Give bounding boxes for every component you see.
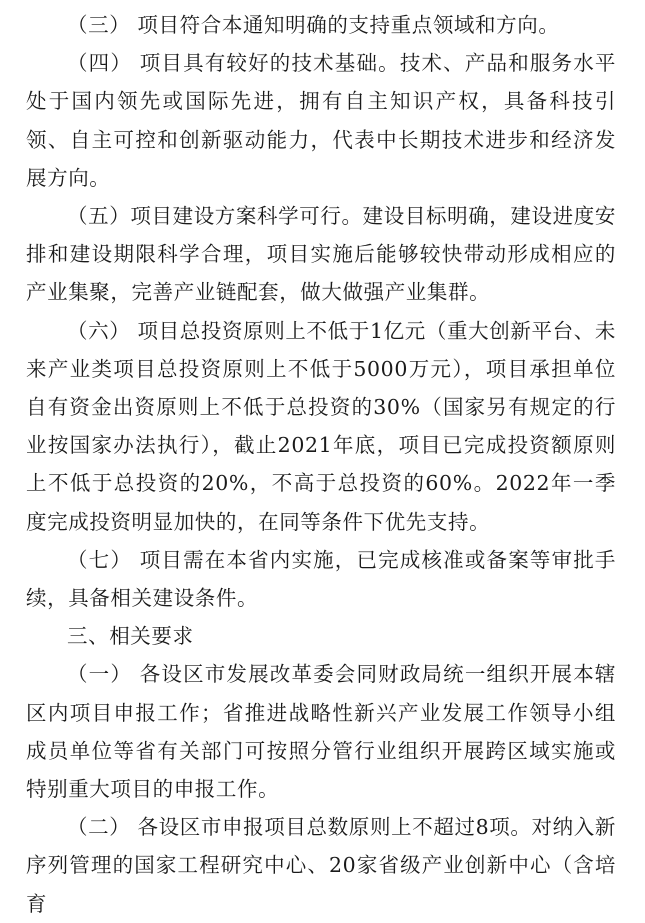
paragraph-requirement-1: （一） 各设区市发展改革委会同财政局统一组织开展本辖区内项目申报工作；省推进战略性新兴产业发展工作领导小组成员单位等省有关部门可按照分管行业组织开展跨区域实施或特别重大项目的申报工作。: [26, 662, 616, 802]
paragraph-item-7: （七） 项目需在本省内实施，已完成核准或备案等审批手续，具备相关建设条件。: [26, 547, 616, 611]
paragraph-item-4: （四） 项目具有较好的技术基础。技术、产品和服务水平处于国内领先或国际先进，拥有自主知识产权，具备科技引领、自主可控和创新驱动能力，代表中长期技术进步和经济发展方向。: [26, 51, 616, 190]
paragraph-item-6: （六） 项目总投资原则上不低于1亿元（重大创新平台、未来产业类项目总投资原则上不低于5000万元），项目承担单位自有资金出资原则上不低于总投资的30%（国家另有规定的行业按国家办法执行），截止2021年底，项目已完成投资额原则上不低于总投资的20%，不高于总投资的60%。2022年一季度完成投资明显加快的，在同等条件下优先支持。: [26, 318, 616, 534]
paragraph-item-3: （三） 项目符合本通知明确的支持重点领域和方向。: [67, 13, 560, 37]
paragraph-requirement-2: （二） 各设区市申报项目总数原则上不超过8项。对纳入新序列管理的国家工程研究中心、20家省级产业创新中心（含培育: [26, 815, 616, 916]
document-page: [26, 0, 616, 923]
paragraph-item-5: （五）项目建设方案科学可行。建设目标明确，建设进度安排和建设期限科学合理，项目实施后能够较快带动形成相应的产业集聚，完善产业链配套，做大做强产业集群。: [26, 204, 616, 305]
section-heading-requirements: 三、相关要求: [67, 624, 194, 649]
